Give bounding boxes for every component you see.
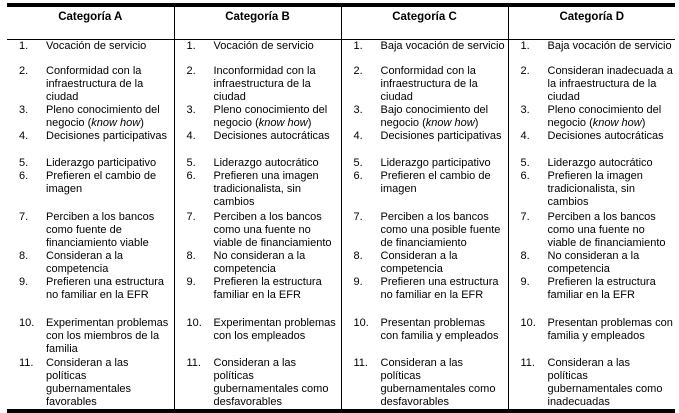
list-item	[175, 357, 341, 409]
list-item	[7, 130, 174, 143]
list-item	[509, 317, 676, 343]
item-number: 5.	[186, 156, 196, 169]
table-cell	[508, 170, 675, 211]
item-number: 11.	[520, 356, 535, 369]
list-item	[342, 40, 508, 53]
item-number: 8.	[520, 249, 530, 262]
item-number: 9.	[353, 275, 363, 288]
table-cell	[7, 40, 174, 65]
item-number: 4.	[520, 129, 530, 142]
table-cell	[7, 157, 174, 170]
item-number: 2.	[353, 64, 363, 77]
list-item	[509, 170, 676, 209]
table-cell	[174, 40, 341, 65]
list-item	[7, 40, 174, 53]
item-text: Experimentan problemas con los empleados	[213, 316, 336, 342]
table-cell	[341, 130, 508, 157]
list-item	[342, 104, 508, 130]
item-text: Presentan problemas con familia y empleados	[380, 316, 499, 342]
list-item	[342, 317, 508, 343]
list-item	[342, 130, 508, 143]
table-row	[7, 170, 675, 211]
table-cell	[341, 357, 508, 411]
table-cell	[508, 65, 675, 104]
table-cell	[508, 250, 675, 276]
list-item	[175, 211, 341, 250]
table-row	[7, 250, 675, 276]
table-cell	[341, 65, 508, 104]
table-cell	[7, 317, 174, 357]
table-cell	[7, 65, 174, 104]
list-item	[7, 276, 174, 302]
item-text: Liderazgo participativo	[46, 156, 157, 169]
item-number: 7.	[19, 210, 29, 223]
item-text: Consideran a las políticas gubernamentales como desfavorables	[380, 356, 496, 408]
item-number: 4.	[186, 129, 196, 142]
item-number: 1.	[186, 40, 196, 52]
list-item	[7, 211, 174, 250]
table-cell	[174, 276, 341, 317]
item-text: Consideran a las políticas gubernamentales como desfavorables	[213, 356, 329, 408]
item-text: Liderazgo autocrático	[213, 156, 319, 169]
item-text: Consideran inadecuada a la infraestructura de la ciudad	[547, 64, 673, 103]
item-text: Consideran a la competencia	[380, 249, 458, 275]
list-item	[175, 130, 341, 143]
list-item	[342, 170, 508, 196]
list-item	[509, 357, 676, 409]
table-row	[7, 211, 675, 250]
item-text: Prefieren la estructura familiar en la EFR	[547, 275, 656, 301]
item-text: Baja vocación de servicio	[547, 40, 672, 52]
table-cell	[174, 104, 341, 130]
item-text: Pleno conocimiento del negocio (know how)	[213, 103, 328, 129]
item-text: Consideran a las políticas gubernamentales como inadecuadas	[547, 356, 663, 408]
table-cell	[174, 317, 341, 357]
item-number: 10.	[186, 316, 202, 329]
item-number: 6.	[353, 169, 363, 182]
item-number: 9.	[186, 275, 196, 288]
list-item	[509, 250, 676, 276]
list-item	[342, 157, 508, 170]
categories-table	[7, 3, 675, 413]
table-cell	[174, 130, 341, 157]
list-item	[175, 276, 341, 302]
table-cell	[508, 104, 675, 130]
item-number: 6.	[186, 169, 196, 182]
item-text: Prefieren el cambio de imagen	[380, 169, 491, 195]
item-number: 2.	[520, 64, 530, 77]
item-number: 3.	[520, 103, 530, 116]
list-item	[7, 170, 174, 196]
item-text: Prefieren la estructura familiar en la EFR	[213, 275, 322, 301]
list-item	[509, 211, 676, 250]
list-item	[509, 130, 676, 143]
list-item	[175, 65, 341, 104]
item-number: 9.	[19, 275, 29, 288]
table-row	[7, 130, 675, 157]
item-text: Prefieren la imagen tradicionalista, sin cambios	[547, 169, 643, 208]
item-number: 10.	[353, 316, 369, 329]
header-categoria-c: Categoría C	[341, 5, 508, 40]
list-item	[175, 104, 341, 130]
item-text: No consideran a la competencia	[547, 249, 640, 275]
table-row	[7, 317, 675, 357]
table-cell	[7, 357, 174, 411]
list-item	[509, 40, 676, 53]
table-row	[7, 40, 675, 65]
item-number: 8.	[186, 249, 196, 262]
item-number: 9.	[520, 275, 530, 288]
table-row	[7, 357, 675, 411]
item-number: 2.	[19, 64, 29, 77]
list-item	[175, 157, 341, 170]
list-item	[7, 104, 174, 130]
list-item	[509, 157, 676, 170]
table-cell	[7, 250, 174, 276]
header-row	[7, 5, 675, 40]
table-cell	[341, 211, 508, 250]
list-item	[509, 104, 676, 130]
item-text: Liderazgo participativo	[380, 156, 491, 169]
list-item	[509, 65, 676, 104]
item-text: No consideran a la competencia	[213, 249, 306, 275]
table-cell	[174, 65, 341, 104]
list-item	[175, 250, 341, 276]
item-number: 3.	[353, 103, 363, 116]
item-text: Perciben a los bancos como una fuente no viable de financiamiento	[547, 210, 666, 249]
item-text: Presentan problemas con familia y empleados	[547, 316, 673, 342]
item-number: 10.	[520, 316, 536, 329]
table-cell	[508, 130, 675, 157]
list-item	[7, 317, 174, 356]
item-number: 8.	[353, 249, 363, 262]
table-cell	[508, 157, 675, 170]
table-cell	[174, 170, 341, 211]
item-text: Inconformidad con la infraestructura de la ciudad	[213, 64, 316, 103]
item-text: Prefieren el cambio de imagen	[46, 169, 157, 195]
item-text: Perciben a los bancos como una posible fuente de financiamiento	[380, 210, 501, 249]
list-item	[342, 65, 508, 104]
item-number: 5.	[19, 156, 29, 169]
item-text: Perciben a los bancos como fuente de financiamiento viable	[46, 210, 155, 249]
item-text: Decisiones autocráticas	[213, 129, 330, 142]
item-number: 7.	[353, 210, 363, 223]
list-item	[175, 170, 341, 209]
item-number: 11.	[19, 356, 34, 369]
item-number: 7.	[520, 210, 530, 223]
table-row	[7, 157, 675, 170]
table-cell	[341, 40, 508, 65]
table-row	[7, 276, 675, 317]
table-cell	[174, 357, 341, 411]
item-number: 11.	[353, 356, 368, 369]
item-text: Vocación de servicio	[213, 40, 314, 52]
list-item	[175, 40, 341, 53]
table-cell	[341, 317, 508, 357]
item-text: Conformidad con la infraestructura de la ciudad	[46, 64, 144, 103]
list-item	[175, 317, 341, 343]
item-text: Conformidad con la infraestructura de la ciudad	[380, 64, 478, 103]
table-cell	[341, 104, 508, 130]
item-number: 7.	[186, 210, 196, 223]
table-cell	[341, 250, 508, 276]
item-text: Pleno conocimiento del negocio (know how)	[547, 103, 662, 129]
table-cell	[508, 211, 675, 250]
table-cell	[508, 40, 675, 65]
item-text: Baja vocación de servicio	[380, 40, 505, 52]
list-item	[342, 250, 508, 276]
item-number: 3.	[186, 103, 196, 116]
list-item	[7, 357, 174, 409]
item-text: Perciben a los bancos como una fuente no viable de financiamiento	[213, 210, 332, 249]
item-number: 1.	[353, 40, 363, 52]
item-text: Vocación de servicio	[46, 40, 147, 52]
table-cell	[174, 250, 341, 276]
item-number: 6.	[19, 169, 29, 182]
table-cell	[174, 157, 341, 170]
table-cell	[7, 104, 174, 130]
table-cell	[174, 211, 341, 250]
table-row	[7, 104, 675, 130]
item-text: Prefieren una imagen tradicionalista, sin cambios	[213, 169, 319, 208]
list-item	[342, 276, 508, 302]
item-number: 1.	[520, 40, 530, 52]
item-number: 6.	[520, 169, 530, 182]
list-item	[7, 65, 174, 104]
item-text: Prefieren una estructura no familiar en la EFR	[46, 275, 165, 301]
list-item	[342, 211, 508, 250]
item-number: 4.	[19, 129, 29, 142]
table-cell	[341, 170, 508, 211]
item-text: Consideran a las políticas gubernamentales favorables	[46, 356, 132, 408]
item-text: Bajo conocimiento del negocio (know how)	[380, 103, 489, 129]
table-cell	[7, 170, 174, 211]
table-cell	[7, 130, 174, 157]
table-cell	[508, 276, 675, 317]
item-text: Experimentan problemas con los miembros de la familia	[46, 316, 169, 355]
item-number: 8.	[19, 249, 29, 262]
table-row	[7, 65, 675, 104]
item-number: 1.	[19, 40, 29, 52]
table-cell	[508, 317, 675, 357]
list-item	[7, 157, 174, 170]
item-text: Pleno conocimiento del negocio (know how)	[46, 103, 160, 129]
list-item	[509, 276, 676, 302]
item-text: Decisiones participativas	[380, 129, 502, 142]
header-categoria-d: Categoría D	[508, 5, 675, 40]
item-text: Decisiones participativas	[46, 129, 168, 142]
item-number: 5.	[353, 156, 363, 169]
table-cell	[508, 357, 675, 411]
item-text: Decisiones autocráticas	[547, 129, 664, 142]
list-item	[7, 250, 174, 276]
item-number: 10.	[19, 316, 35, 329]
table-cell	[341, 157, 508, 170]
header-categoria-b: Categoría B	[174, 5, 341, 40]
item-number: 5.	[520, 156, 530, 169]
item-number: 11.	[186, 356, 201, 369]
item-number: 3.	[19, 103, 29, 116]
item-text: Prefieren una estructura no familiar en la EFR	[380, 275, 499, 301]
header-categoria-a: Categoría A	[7, 5, 174, 40]
item-number: 4.	[353, 129, 363, 142]
item-text: Consideran a la competencia	[46, 249, 124, 275]
table-cell	[341, 276, 508, 317]
item-number: 2.	[186, 64, 196, 77]
table-cell	[7, 211, 174, 250]
table-cell	[7, 276, 174, 317]
item-text: Liderazgo autocrático	[547, 156, 653, 169]
list-item	[342, 357, 508, 409]
